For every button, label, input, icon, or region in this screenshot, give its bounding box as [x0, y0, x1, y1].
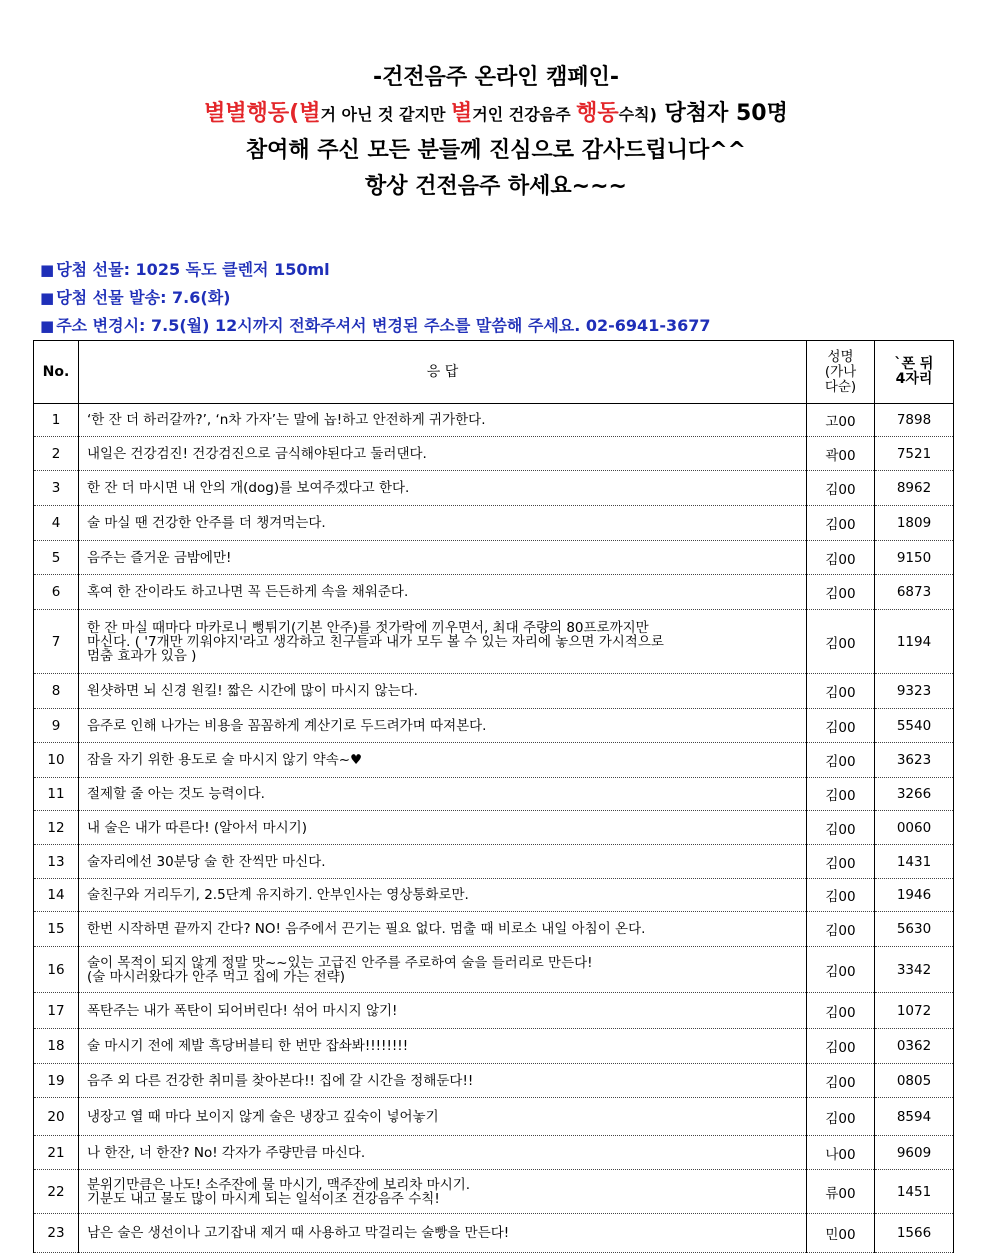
row-number: 19	[34, 1064, 79, 1098]
row-name: 김00	[807, 1098, 875, 1136]
row-phone: 1072	[875, 993, 954, 1029]
row-response: 술이 목적이 되지 않게 정말 맛~~있는 고급진 안주를 주로하여 술을 들러리로 만든다! (술 마시러왔다가 안주 먹고 집에 가는 전략)	[79, 947, 807, 993]
row-name: 나00	[807, 1136, 875, 1170]
row-phone: 3266	[875, 778, 954, 811]
table-row	[34, 1029, 954, 1064]
row-name: 곽00	[807, 437, 875, 471]
row-phone: 1566	[875, 1214, 954, 1253]
row-number: 2	[34, 437, 79, 471]
row-number: 10	[34, 743, 79, 778]
table-row	[34, 709, 954, 743]
row-number: 22	[34, 1170, 79, 1214]
header-no: No.	[34, 341, 79, 404]
row-number: 20	[34, 1098, 79, 1136]
table-row	[34, 912, 954, 947]
notice-text: 당첨 선물: 1025 독도 클렌저 150ml	[56, 260, 330, 279]
title-part: 당첨자 50명	[656, 101, 788, 126]
row-name: 김00	[807, 879, 875, 912]
table-row	[34, 845, 954, 879]
row-phone: 5630	[875, 912, 954, 947]
notice-list	[40, 256, 711, 340]
row-phone: 8594	[875, 1098, 954, 1136]
row-response: 분위기만큼은 나도! 소주잔에 물 마시기, 맥주잔에 보리차 마시기. 기분도 내고 물도 많이 마시게 되는 일석이조 건강음주 수칙!	[79, 1170, 807, 1214]
notice-gift	[40, 256, 711, 284]
row-response: 술 마시기 전에 제발 흑당버블티 한 번만 잡솨봐!!!!!!!!	[79, 1029, 807, 1064]
row-response: 나 한잔, 너 한잔? No! 각자가 주량만큼 마신다.	[79, 1136, 807, 1170]
row-name: 고00	[807, 404, 875, 437]
campaign-title: -건전음주 온라인 캠페인-	[372, 65, 620, 90]
row-response: 술 마실 땐 건강한 안주를 더 챙겨먹는다.	[79, 506, 807, 541]
row-phone: 3342	[875, 947, 954, 993]
row-response: 원샷하면 뇌 신경 원킬! 짧은 시간에 많이 마시지 않는다.	[79, 674, 807, 709]
row-response: 내일은 건강검진! 건강검진으로 금식해야된다고 둘러댄다.	[79, 437, 807, 471]
row-number: 8	[34, 674, 79, 709]
row-phone: 0362	[875, 1029, 954, 1064]
row-name: 김00	[807, 1064, 875, 1098]
row-name: 김00	[807, 993, 875, 1029]
row-response: 내 술은 내가 따른다! (알아서 마시기)	[79, 811, 807, 845]
row-response: 한 잔 더 마시면 내 안의 개(dog)를 보여주겠다고 한다.	[79, 471, 807, 506]
row-number: 1	[34, 404, 79, 437]
table-header-row	[34, 341, 954, 404]
row-response: 한 잔 마실 때마다 마카로니 뻥튀기(기본 안주)를 젓가락에 끼우면서, 최대 주량의 80프로까지만 마신다. ( '7개만 끼워야지'라고 생각하고 친구들과 내가 모두 볼 수 있는 자리에 놓으면 가시적으로 멈춤 효과가 있음 )	[79, 610, 807, 674]
row-response: 남은 술은 생선이나 고기잡내 제거 때 사용하고 막걸리는 술빵을 만든다!	[79, 1214, 807, 1253]
row-response: 음주로 인해 나가는 비용을 꼼꼼하게 계산기로 두드려가며 따져본다.	[79, 709, 807, 743]
row-phone: 9150	[875, 541, 954, 575]
row-name: 김00	[807, 778, 875, 811]
table-row	[34, 541, 954, 575]
title-part: 수칙)	[618, 105, 657, 124]
winners-table	[33, 340, 954, 1253]
table-row	[34, 811, 954, 845]
row-response: 음주 외 다른 건강한 취미를 찾아본다!! 집에 갈 시간을 정해둔다!!	[79, 1064, 807, 1098]
row-response: 절제할 줄 아는 것도 능력이다.	[79, 778, 807, 811]
header-phone: `폰 뒤 4자리	[875, 341, 954, 404]
row-phone: 3623	[875, 743, 954, 778]
row-response: 냉장고 열 때 마다 보이지 않게 술은 냉장고 깊숙이 넣어놓기	[79, 1098, 807, 1136]
thanks-line: 참여해 주신 모든 분들께 진심으로 감사드립니다^^	[245, 138, 747, 163]
winners-title	[0, 96, 992, 133]
table-row	[34, 404, 954, 437]
row-number: 13	[34, 845, 79, 879]
row-name: 김00	[807, 506, 875, 541]
row-name: 김00	[807, 575, 875, 610]
table-row	[34, 879, 954, 912]
row-number: 9	[34, 709, 79, 743]
title-part: 거인 건강음주	[472, 105, 577, 124]
row-phone: 9609	[875, 1136, 954, 1170]
row-number: 14	[34, 879, 79, 912]
table-body	[34, 404, 954, 1253]
notice-address-change	[40, 312, 711, 340]
row-phone: 0060	[875, 811, 954, 845]
row-phone: 1809	[875, 506, 954, 541]
table-row	[34, 947, 954, 993]
square-bullet-icon: ■	[40, 317, 55, 335]
header-name: 성명 (가나 다순)	[807, 341, 875, 404]
row-name: 김00	[807, 610, 875, 674]
row-name: 김00	[807, 947, 875, 993]
title-part: 별별행동(	[204, 101, 300, 126]
row-number: 12	[34, 811, 79, 845]
table-row	[34, 471, 954, 506]
table-row	[34, 1098, 954, 1136]
title-part: 별	[450, 101, 473, 126]
row-response: 술친구와 거리두기, 2.5단계 유지하기. 안부인사는 영상통화로만.	[79, 879, 807, 912]
table-row	[34, 674, 954, 709]
row-response: 술자리에선 30분당 술 한 잔씩만 마신다.	[79, 845, 807, 879]
table-row	[34, 1064, 954, 1098]
title-part: 거 아닌 것 같지만	[320, 105, 451, 124]
row-name: 김00	[807, 541, 875, 575]
square-bullet-icon: ■	[40, 261, 55, 279]
row-phone: 1946	[875, 879, 954, 912]
row-number: 11	[34, 778, 79, 811]
table-row	[34, 610, 954, 674]
table-row	[34, 1136, 954, 1170]
row-name: 김00	[807, 709, 875, 743]
row-response: 폭탄주는 내가 폭탄이 되어버린다! 섞어 마시지 않기!	[79, 993, 807, 1029]
title-part: 별	[299, 101, 321, 126]
row-number: 21	[34, 1136, 79, 1170]
row-response: 음주는 즐거운 금밤에만!	[79, 541, 807, 575]
row-name: 류00	[807, 1170, 875, 1214]
row-phone: 1194	[875, 610, 954, 674]
header-response: 응 답	[79, 341, 807, 404]
title-part: 행동	[576, 101, 619, 126]
notice-text: 주소 변경시: 7.5(월) 12시까지 전화주셔서 변경된 주소를 말씀해 주세요. 02-6941-3677	[56, 316, 711, 335]
closing-line: 항상 건전음주 하세요~~~	[365, 174, 627, 199]
row-response: 한번 시작하면 끝까지 간다? NO! 음주에서 끈기는 필요 없다. 멈출 때 비로소 내일 아침이 온다.	[79, 912, 807, 947]
table-row	[34, 575, 954, 610]
row-number: 17	[34, 993, 79, 1029]
row-phone: 0805	[875, 1064, 954, 1098]
notice-shipping	[40, 284, 711, 312]
notice-text: 당첨 선물 발송: 7.6(화)	[56, 288, 231, 307]
row-name: 김00	[807, 811, 875, 845]
row-number: 3	[34, 471, 79, 506]
table-row	[34, 743, 954, 778]
page-header	[0, 60, 992, 205]
row-response: 잠을 자기 위한 용도로 술 마시지 않기 약속~♥	[79, 743, 807, 778]
row-name: 김00	[807, 1029, 875, 1064]
row-number: 4	[34, 506, 79, 541]
row-number: 15	[34, 912, 79, 947]
row-name: 김00	[807, 674, 875, 709]
table-row	[34, 993, 954, 1029]
row-phone: 7898	[875, 404, 954, 437]
row-phone: 9323	[875, 674, 954, 709]
row-phone: 1451	[875, 1170, 954, 1214]
row-name: 김00	[807, 912, 875, 947]
table-row	[34, 437, 954, 471]
row-name: 김00	[807, 743, 875, 778]
row-name: 김00	[807, 845, 875, 879]
row-number: 16	[34, 947, 79, 993]
row-response: ‘한 잔 더 하러갈까?’, ‘n차 가자’는 말에 놉!하고 안전하게 귀가한다.	[79, 404, 807, 437]
table-row	[34, 778, 954, 811]
row-phone: 6873	[875, 575, 954, 610]
row-response: 혹여 한 잔이라도 하고나면 꼭 든든하게 속을 채워준다.	[79, 575, 807, 610]
row-number: 7	[34, 610, 79, 674]
table-row	[34, 1214, 954, 1253]
square-bullet-icon: ■	[40, 289, 55, 307]
row-number: 18	[34, 1029, 79, 1064]
row-number: 23	[34, 1214, 79, 1253]
row-number: 6	[34, 575, 79, 610]
row-number: 5	[34, 541, 79, 575]
row-phone: 8962	[875, 471, 954, 506]
row-phone: 7521	[875, 437, 954, 471]
table-row	[34, 1170, 954, 1214]
row-name: 민00	[807, 1214, 875, 1253]
row-phone: 1431	[875, 845, 954, 879]
table-row	[34, 506, 954, 541]
row-phone: 5540	[875, 709, 954, 743]
row-name: 김00	[807, 471, 875, 506]
